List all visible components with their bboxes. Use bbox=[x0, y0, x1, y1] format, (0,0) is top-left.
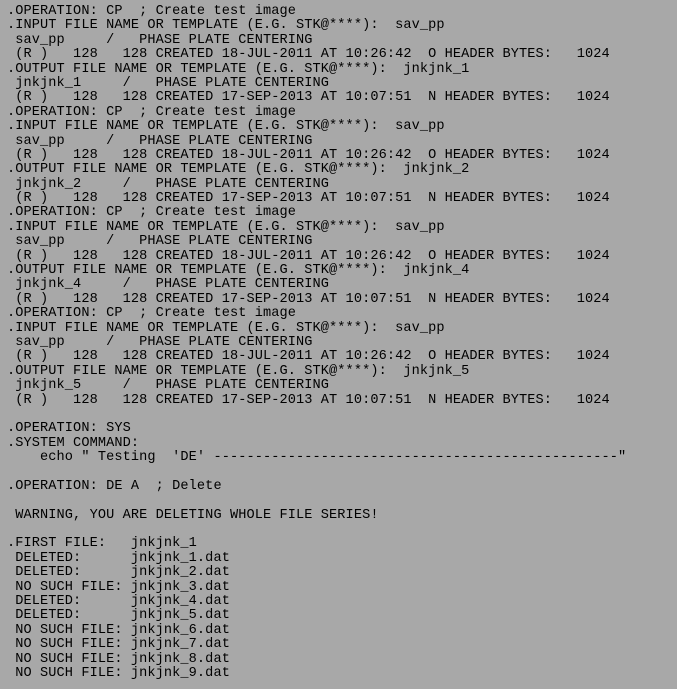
terminal-line: NO SUCH FILE: jnkjnk_8.dat bbox=[7, 651, 230, 667]
terminal-line: jnkjnk_5 / PHASE PLATE CENTERING bbox=[7, 378, 330, 394]
terminal-line: jnkjnk_1 / PHASE PLATE CENTERING bbox=[7, 75, 330, 91]
terminal-line: .OPERATION: SYS bbox=[7, 421, 131, 437]
terminal-line: (R ) 128 128 CREATED 17-SEP-2013 AT 10:07:51 N HEADER BYTES: 1024 bbox=[7, 392, 610, 408]
terminal-line: jnkjnk_2 / PHASE PLATE CENTERING bbox=[7, 176, 330, 192]
terminal-line: NO SUCH FILE: jnkjnk_3.dat bbox=[7, 579, 230, 595]
terminal-line: .OPERATION: DE A ; Delete bbox=[7, 478, 222, 494]
terminal-line bbox=[7, 523, 677, 537]
terminal-line: jnkjnk_4 / PHASE PLATE CENTERING bbox=[7, 277, 330, 293]
terminal-line: DELETED: jnkjnk_1.dat bbox=[7, 550, 230, 566]
terminal-line: .OPERATION: CP ; Create test image bbox=[7, 306, 297, 322]
terminal-line: .OUTPUT FILE NAME OR TEMPLATE (E.G. STK@****): jnkjnk_2 bbox=[7, 162, 470, 178]
terminal-line: (R ) 128 128 CREATED 17-SEP-2013 AT 10:07:51 N HEADER BYTES: 1024 bbox=[7, 191, 610, 207]
terminal-line: sav_pp / PHASE PLATE CENTERING bbox=[7, 133, 313, 149]
terminal-line: .INPUT FILE NAME OR TEMPLATE (E.G. STK@****): sav_pp bbox=[7, 18, 445, 34]
terminal-line bbox=[7, 408, 677, 422]
terminal-line: (R ) 128 128 CREATED 18-JUL-2011 AT 10:26:42 O HEADER BYTES: 1024 bbox=[7, 147, 610, 163]
terminal-line: sav_pp / PHASE PLATE CENTERING bbox=[7, 334, 313, 350]
terminal-line: (R ) 128 128 CREATED 18-JUL-2011 AT 10:26:42 O HEADER BYTES: 1024 bbox=[7, 47, 610, 63]
terminal-line bbox=[7, 466, 677, 480]
terminal-line: .OPERATION: CP ; Create test image bbox=[7, 205, 297, 221]
terminal-line: NO SUCH FILE: jnkjnk_7.dat bbox=[7, 637, 230, 653]
terminal-line: .OPERATION: CP ; Create test image bbox=[7, 4, 297, 19]
terminal-line: (R ) 128 128 CREATED 18-JUL-2011 AT 10:26:42 O HEADER BYTES: 1024 bbox=[7, 248, 610, 264]
terminal-line bbox=[7, 494, 677, 508]
terminal-line: .OUTPUT FILE NAME OR TEMPLATE (E.G. STK@****): jnkjnk_1 bbox=[7, 61, 470, 77]
terminal-line: WARNING, YOU ARE DELETING WHOLE FILE SERIES! bbox=[7, 507, 379, 523]
terminal-line: DELETED: jnkjnk_5.dat bbox=[7, 608, 230, 624]
terminal-line: .INPUT FILE NAME OR TEMPLATE (E.G. STK@****): sav_pp bbox=[7, 320, 445, 336]
terminal-line: DELETED: jnkjnk_4.dat bbox=[7, 594, 230, 610]
terminal-line: (R ) 128 128 CREATED 17-SEP-2013 AT 10:07:51 N HEADER BYTES: 1024 bbox=[7, 90, 610, 106]
terminal-line: echo " Testing 'DE' -------------------------------------------------" bbox=[7, 450, 627, 466]
terminal-line: sav_pp / PHASE PLATE CENTERING bbox=[7, 234, 313, 250]
terminal-line: .OPERATION: CP ; Create test image bbox=[7, 104, 297, 120]
terminal-line: .FIRST FILE: jnkjnk_1 bbox=[7, 536, 197, 552]
terminal-line: .OUTPUT FILE NAME OR TEMPLATE (E.G. STK@****): jnkjnk_4 bbox=[7, 263, 470, 279]
terminal-line: (R ) 128 128 CREATED 17-SEP-2013 AT 10:07:51 N HEADER BYTES: 1024 bbox=[7, 291, 610, 307]
terminal-line: NO SUCH FILE: jnkjnk_6.dat bbox=[7, 622, 230, 638]
terminal-line: DELETED: jnkjnk_2.dat bbox=[7, 565, 230, 581]
terminal-line: NO SUCH FILE: jnkjnk_9.dat bbox=[7, 665, 230, 681]
terminal-line: .OUTPUT FILE NAME OR TEMPLATE (E.G. STK@****): jnkjnk_5 bbox=[7, 363, 470, 379]
terminal-line: .INPUT FILE NAME OR TEMPLATE (E.G. STK@****): sav_pp bbox=[7, 119, 445, 135]
terminal-line: .INPUT FILE NAME OR TEMPLATE (E.G. STK@****): sav_pp bbox=[7, 219, 445, 235]
terminal-line: (R ) 128 128 CREATED 18-JUL-2011 AT 10:26:42 O HEADER BYTES: 1024 bbox=[7, 349, 610, 365]
terminal-line: sav_pp / PHASE PLATE CENTERING bbox=[7, 32, 313, 48]
terminal-line: .SYSTEM COMMAND: bbox=[7, 435, 140, 451]
